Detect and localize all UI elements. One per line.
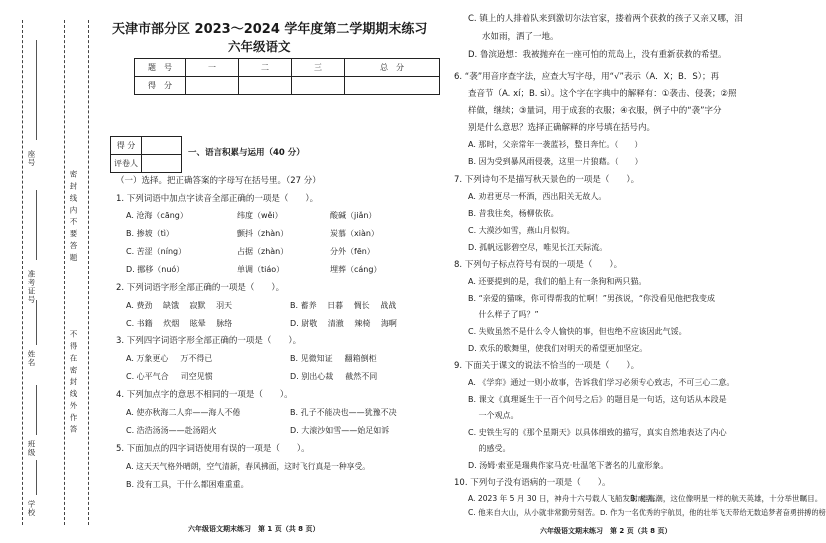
exam-title: 天津市部分区 2023～2024 学年度第二学期期末练习 <box>112 22 428 37</box>
q10-stem: 10. 下列句子没有语病的一项是（ ）。 <box>454 478 611 488</box>
q1-option-d-1[interactable]: D. 挪移（nuó） <box>126 265 185 274</box>
q8-option-b-cont: 什么样子了吗？” <box>468 310 539 319</box>
school-label: 学校 <box>27 500 36 517</box>
q1-option-b-1[interactable]: B. 掺坡（tì） <box>126 229 174 238</box>
q3-d-1: D. 别出心裁 <box>290 372 334 381</box>
q2-b-w1: B. 蓄养 <box>290 301 317 310</box>
q7-option-d[interactable]: D. 孤帆远影碧空尽，唯见长江天际流。 <box>468 243 608 252</box>
q9-option-a[interactable]: A. 《学弈》通过一则小故事，告诉我们学习必须专心致志，不可三心二意。 <box>468 378 735 387</box>
q2-option-b[interactable] <box>290 301 396 311</box>
q4-stem: 4. 下列加点字的意思不相同的一项是（ ）。 <box>116 390 293 400</box>
q2-a-w1: A. 费劲 <box>126 301 153 310</box>
score-header-total: 总 分 <box>345 59 440 77</box>
seal-notice-1: 密 封 线 内 不 要 答 题 <box>69 170 78 262</box>
q6-item-b[interactable]: B. 因为受到暴风雨侵袭，这里一片狼藉。（ ） <box>468 157 643 166</box>
q10-option-a[interactable]: A. 2023 年 5 月 30 日，神舟十六号载人飞船发射成功。 <box>468 494 661 503</box>
q5-stem: 5. 下面加点的四字词语使用有误的一项是（ ）。 <box>116 444 310 454</box>
footer-page-2: 六年级语文期末练习 第 2 页（共 8 页） <box>540 527 672 535</box>
score-cell[interactable] <box>345 77 440 95</box>
q2-a-w2: 缺饿 <box>162 301 179 310</box>
q9-option-c[interactable]: C. 史铁生写的《那个星期天》以具体细致的描写，真实自然地表达了内心 <box>468 428 727 437</box>
seat-label: 座号 <box>27 150 36 167</box>
q3-c-2: 司空见惯 <box>180 372 213 381</box>
q3-c-1: C. 心平气合 <box>126 372 169 381</box>
q3-b-1: B. 见微知证 <box>290 354 333 363</box>
q3-option-a[interactable] <box>126 354 212 364</box>
q2-c-w3: 眩晕 <box>189 319 206 328</box>
grader-name-cell[interactable] <box>142 155 182 173</box>
q2-c-w2: 炊烟 <box>163 319 180 328</box>
q8-option-d[interactable]: D. 欢乐的歌舞里，使我们对明天的希望更加坚定。 <box>468 344 648 353</box>
q2-c-w4: 脉络 <box>216 319 233 328</box>
q2-d-w4: 海啊 <box>380 319 397 328</box>
q8-option-b[interactable]: B. “亲爱的猫咪，你可得帮我的忙啊！”男孩说，“你没看见他把我变成 <box>468 294 716 303</box>
q1-option-b-2: 颤抖（zhàn） <box>237 229 289 238</box>
q6-stem-3: 样做，继续；③量词，用于成套的衣服；④衣服，例子中的“袭”字分 <box>468 106 722 116</box>
score-cell[interactable] <box>292 77 345 95</box>
part1-intro: （一）选择。把正确答案的字母写在括号里。（27 分） <box>116 176 321 186</box>
grader-name-label: 评卷人 <box>111 155 142 173</box>
name-label: 姓名 <box>27 350 36 367</box>
score-cell[interactable] <box>186 77 239 95</box>
q7-option-b[interactable]: B. 昔我往矣，杨柳依依。 <box>468 209 559 218</box>
q2-option-d[interactable] <box>290 319 397 329</box>
seal-line-outer <box>22 20 23 525</box>
seal-line-right <box>88 20 89 525</box>
q1-option-a-1[interactable]: A. 沧海（cāng） <box>126 211 188 220</box>
q7-option-c[interactable]: C. 大漠沙如雪，燕山月似钩。 <box>468 226 575 235</box>
q2-d-w1: D. 尉敬 <box>290 319 318 328</box>
class-label: 班级 <box>27 440 36 457</box>
q5-option-a[interactable]: A. 这天天气格外晴朗，空气清新，春风拂面，这时飞行真是一种享受。 <box>126 462 371 471</box>
school-underline[interactable] <box>36 460 38 495</box>
q9-stem: 9. 下面关于课文的说法不恰当的一项是（ ）。 <box>454 361 640 371</box>
q2-a-w4: 羽天 <box>216 301 233 310</box>
grader-box <box>110 136 182 173</box>
q3-stem: 3. 下列四字词语字形全部正确的一项是（ ）。 <box>116 336 302 346</box>
q2-a-w3: 寂默 <box>189 301 206 310</box>
q4-option-d[interactable]: D. 大滚沙如雪——始足如诉 <box>290 426 390 435</box>
q2-option-c[interactable] <box>126 319 232 329</box>
q3-a-2: 万不得已 <box>180 354 213 363</box>
score-row-label: 得 分 <box>135 77 186 95</box>
q6-stem-2: 查音节（A. xí；B. sì）。这个字在字典中的解释有：①袭击、侵袭；②照 <box>468 89 737 99</box>
score-cell[interactable] <box>239 77 292 95</box>
q3-b-2: 翻箱倒柜 <box>344 354 377 363</box>
q9-option-b-cont: 一个观点。 <box>468 411 519 420</box>
q2-b-w2: 日暮 <box>327 301 344 310</box>
exam-number-label: 准考证号 <box>27 270 36 304</box>
exam-subtitle: 六年级语文 <box>228 39 291 54</box>
q2-stem: 2. 下列词语字形全部正确的一项是（ ）。 <box>116 283 285 293</box>
q5-option-c-line2: 水如雨，洒了一地。 <box>482 32 559 42</box>
q3-option-d[interactable] <box>290 372 377 382</box>
q6-item-a[interactable]: A. 那时，父亲常年一袭蓝衫，整日奔忙。（ ） <box>468 140 643 149</box>
class-underline[interactable] <box>36 385 38 435</box>
score-header-label: 题 号 <box>135 59 186 77</box>
q1-option-d-3: 埋葬（cáng） <box>330 265 382 274</box>
score-header-part2: 二 <box>239 59 292 77</box>
score-header-part3: 三 <box>292 59 345 77</box>
q5-option-d[interactable]: D. 鲁滨逊想：我被抛弃在一座可怕的荒岛上，没有重新获救的希望。 <box>468 50 727 60</box>
q3-option-c[interactable] <box>126 372 213 382</box>
q2-d-w2: 清澈 <box>327 319 344 328</box>
q3-d-2: 截然不同 <box>345 372 378 381</box>
q8-stem: 8. 下列句子标点符号有误的一项是（ ）。 <box>454 260 623 270</box>
q4-option-c[interactable]: C. 浩浩汤汤——赴汤蹈火 <box>126 426 217 435</box>
q1-option-d-2: 单调（tiáo） <box>237 265 285 274</box>
q2-option-a[interactable] <box>126 301 232 311</box>
q1-option-c-1[interactable]: C. 苦涩（níng） <box>126 247 187 256</box>
q5-option-c-line1[interactable]: C. 镇上的人排着队来到激切尔法官家，搂着两个获救的孩子又亲又哪，泪 <box>468 14 743 24</box>
exam-number-underline[interactable] <box>36 190 38 260</box>
grader-score-cell[interactable] <box>142 137 182 155</box>
q1-option-b-3: 炭慕（xiàn） <box>330 229 379 238</box>
q2-d-w3: 辣椅 <box>354 319 371 328</box>
q10-option-d[interactable]: D. 作为一名优秀的宇航员，他的壮举飞天带给无数追梦者奋勇拼搏的榜 <box>600 508 826 517</box>
q9-option-c-cont: 的感受。 <box>468 444 511 453</box>
q6-stem-4: 别是什么意思？选择正确解释的序号填在括号内。 <box>468 123 656 133</box>
q5-option-b[interactable]: B. 没有工具，干什么都困难重重。 <box>126 480 249 489</box>
q8-option-c[interactable]: C. 失败虽然不是什么令人愉快的事，但也绝不应该因此气馁。 <box>468 327 687 336</box>
q9-option-b[interactable]: B. 课文《真理诞生于一百个问号之后》的题目是一句话，这句话从本段是 <box>468 395 727 404</box>
q10-option-c[interactable]: C. 他来自大山，从小就非常勤劳刻苦。 <box>468 508 600 517</box>
q1-option-a-3: 酸碱（jiǎn） <box>330 211 377 220</box>
q7-option-a[interactable]: A. 劝君更尽一杯酒，西出阳关无故人。 <box>468 192 607 201</box>
q1-option-c-3: 分外（fēn） <box>330 247 375 256</box>
q10-option-b[interactable]: B. 桂海潮，这位像明星一样的航天英雄，十分举世瞩目。 <box>630 494 823 503</box>
seal-line-inner <box>64 20 65 525</box>
q4-option-b[interactable]: B. 孔子不能决也——犹豫不决 <box>290 408 397 417</box>
footer-page-1: 六年级语文期末练习 第 1 页（共 8 页） <box>188 525 320 533</box>
q1-stem: 1. 下列词语中加点字读音全部正确的一项是（ ）。 <box>116 194 319 204</box>
q4-option-a[interactable]: A. 使亦秋海二人弈——海人不倦 <box>126 408 241 417</box>
q1-option-a-2: 纬度（wěi） <box>237 211 283 220</box>
seal-notice-2: 不 得 在 密 封 线 外 作 答 <box>69 330 78 434</box>
grader-score-label: 得 分 <box>111 137 142 155</box>
score-table <box>134 58 440 95</box>
section-heading: 一、语言积累与运用（40 分） <box>188 148 305 158</box>
q2-c-w1: C. 书籍 <box>126 319 153 328</box>
q7-stem: 7. 下列诗句不是描写秋天景色的一项是（ ）。 <box>454 175 640 185</box>
q8-option-a[interactable]: A. 还要提到的是，我们的船上有一条狗和两只猫。 <box>468 277 647 286</box>
name-underline[interactable] <box>36 300 38 345</box>
score-header-part1: 一 <box>186 59 239 77</box>
seat-underline[interactable] <box>36 40 38 140</box>
q6-stem-1: 6. “袭”用音序查字法，应查大写字母，用“√”表示（A．X；B．S）；再 <box>454 72 719 82</box>
q9-option-d[interactable]: D. 汤姆·索亚是瑞典作家马克·吐温笔下著名的儿童形象。 <box>468 461 669 470</box>
q2-b-w4: 战战 <box>380 301 397 310</box>
q3-option-b[interactable] <box>290 354 377 364</box>
q2-b-w3: 惆长 <box>353 301 370 310</box>
q1-option-c-2: 占据（zhàn） <box>237 247 289 256</box>
q3-a-1: A. 万象更心 <box>126 354 169 363</box>
